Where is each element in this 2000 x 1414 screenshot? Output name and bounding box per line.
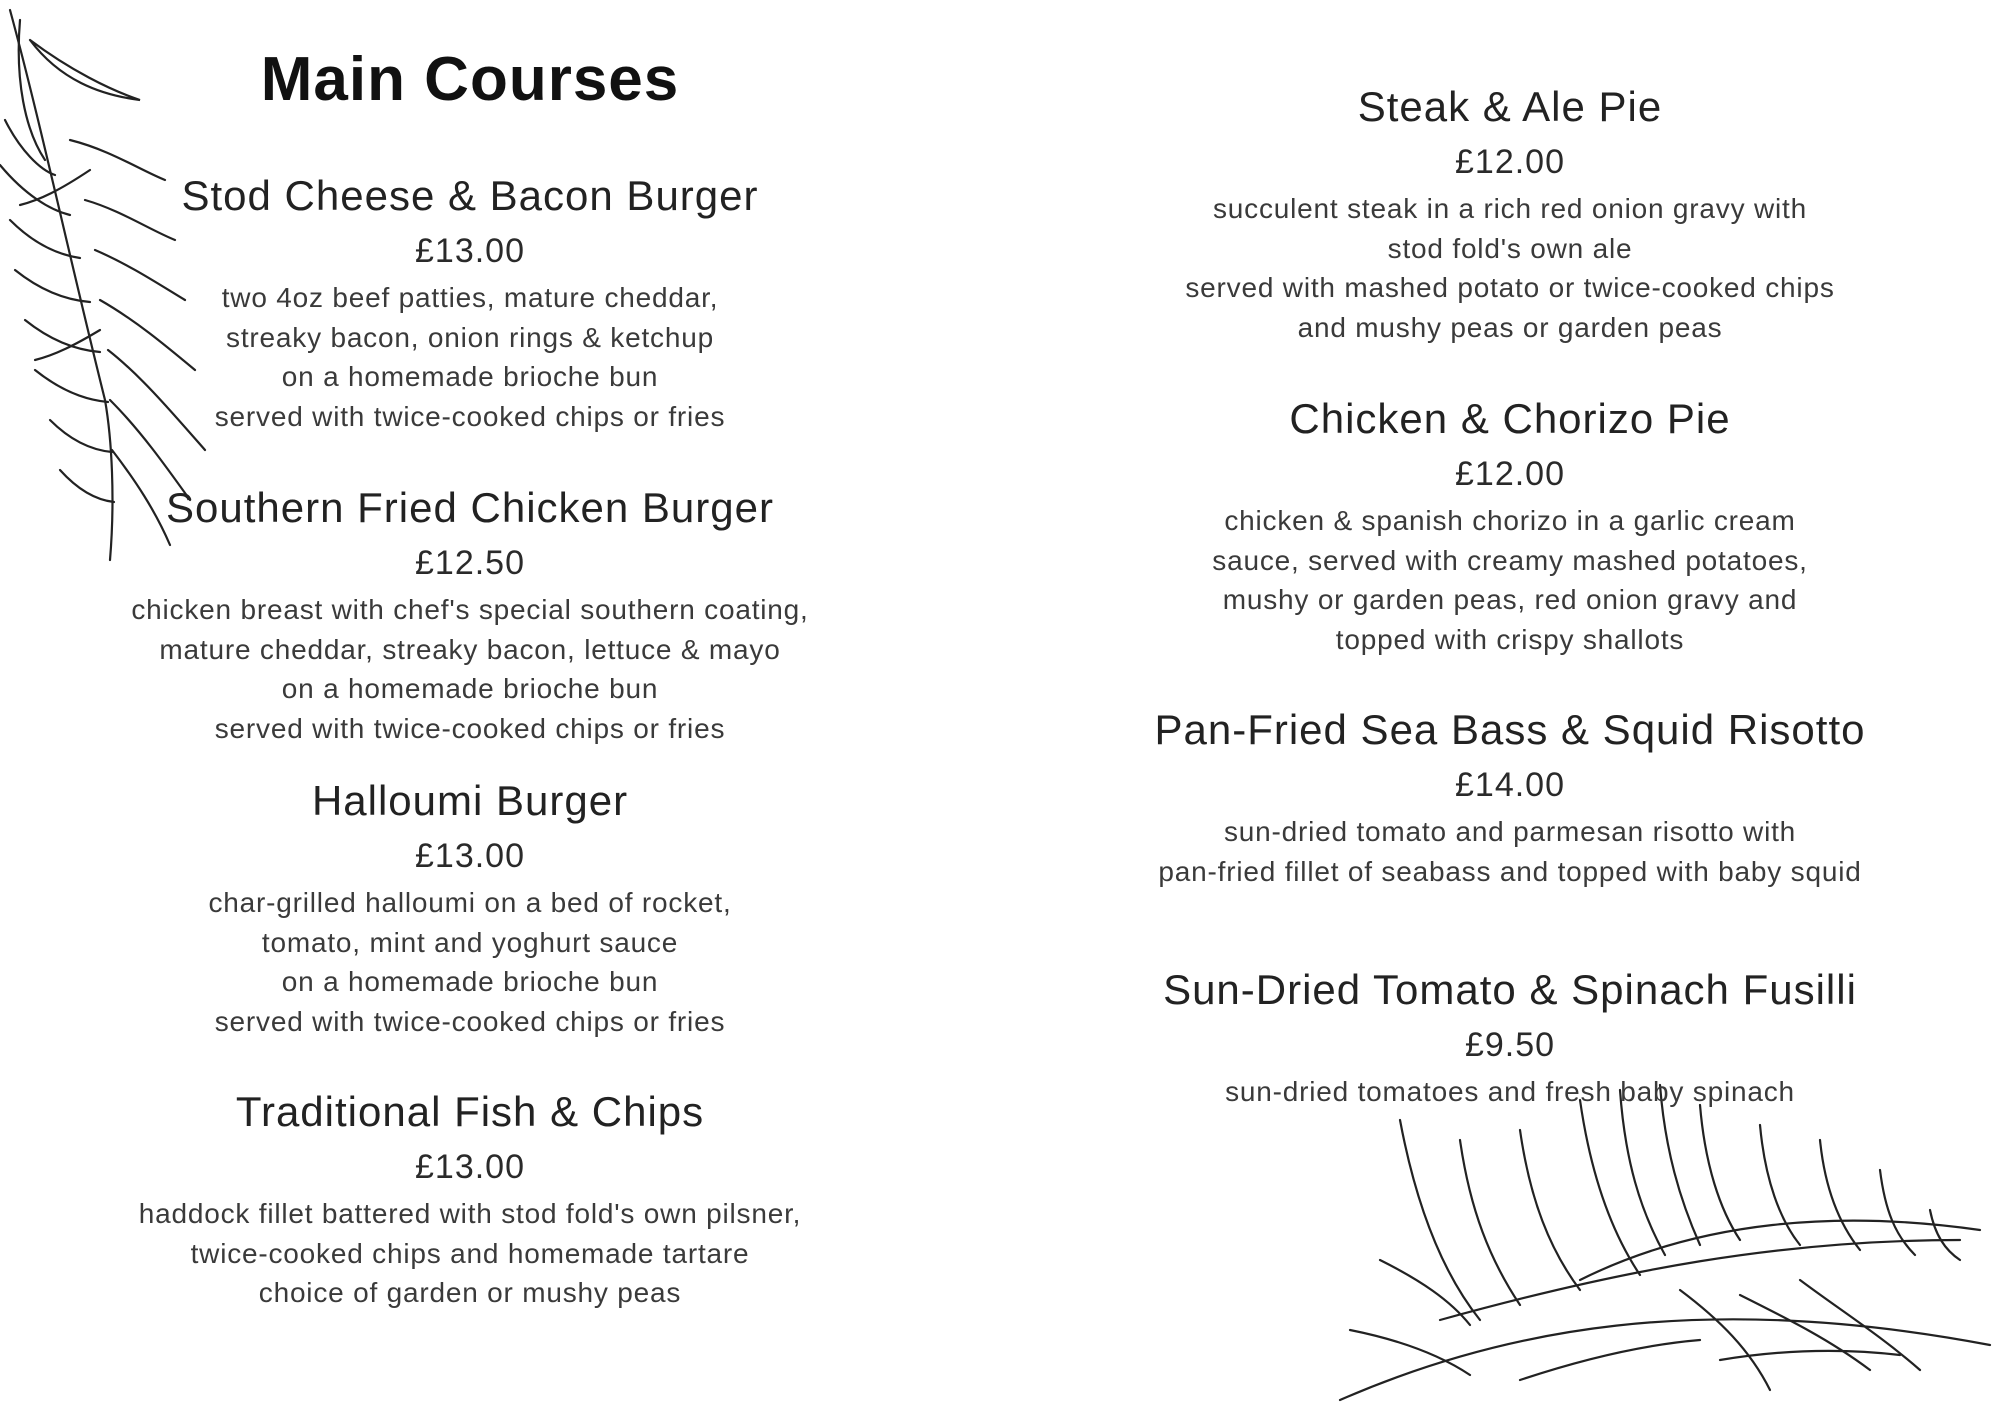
dish-name: Stod Cheese & Bacon Burger	[181, 172, 759, 219]
description-line: and mushy peas or garden peas	[1297, 311, 1723, 343]
dish-price: £14.00	[1455, 766, 1565, 804]
dish-description	[0, 1194, 940, 1313]
description-line: mushy or garden peas, red onion gravy and	[1222, 584, 1798, 615]
dish-description	[1080, 812, 1940, 891]
dish-price: £12.00	[1455, 143, 1565, 181]
description-line: streaky bacon, onion rings & ketchup	[226, 321, 714, 353]
description-line: twice-cooked chips and homemade tartare	[190, 1237, 750, 1269]
description-line: stod fold's own ale	[1387, 232, 1633, 264]
dish-name: Halloumi Burger	[311, 777, 629, 824]
dish-price: £13.00	[415, 232, 525, 270]
description-line: char-grilled halloumi on a bed of rocket,	[208, 887, 732, 918]
description-line: topped with crispy shallots	[1335, 623, 1685, 655]
description-line: chicken & spanish chorizo in a garlic cream	[1224, 505, 1796, 536]
description-line: haddock fillet battered with stod fold's own pilsner,	[138, 1198, 802, 1229]
dish-name: Southern Fried Chicken Burger	[166, 484, 774, 531]
description-line: chicken breast with chef's special southern coating,	[131, 594, 809, 625]
description-line: on a homemade brioche bun	[281, 361, 659, 392]
dish-description	[1080, 501, 1940, 659]
dish-price: £13.00	[415, 837, 525, 875]
dish-name: Sun-Dried Tomato & Spinach Fusilli	[1163, 966, 1857, 1013]
dish-description	[0, 883, 940, 1041]
description-line: on a homemade brioche bun	[281, 673, 659, 704]
rosemary-sprig-bottom-right-icon	[1320, 1080, 2000, 1414]
dish-price: £12.00	[1455, 455, 1565, 493]
page-title: Main Courses	[260, 45, 680, 114]
dish-price: £9.50	[1464, 1026, 1556, 1064]
menu-item	[1080, 962, 1940, 1112]
description-line: mature cheddar, streaky bacon, lettuce & mayo	[159, 633, 781, 665]
dish-price: £13.00	[415, 1148, 525, 1186]
dish-name: Chicken & Chorizo Pie	[1289, 395, 1731, 442]
description-line: served with twice-cooked chips or fries	[214, 712, 726, 744]
description-line: on a homemade brioche bun	[281, 966, 659, 997]
menu-item	[0, 1084, 940, 1313]
dish-name: Steak & Ale Pie	[1357, 83, 1663, 130]
dish-description	[1080, 189, 1940, 347]
dish-description	[0, 590, 940, 748]
description-line: succulent steak in a rich red onion gravy with	[1213, 193, 1807, 224]
description-line: served with mashed potato or twice-cooked chips	[1185, 272, 1835, 303]
dish-price: £12.50	[415, 544, 525, 582]
description-line: tomato, mint and yoghurt sauce	[261, 926, 679, 958]
dish-description	[0, 278, 940, 436]
description-line: served with twice-cooked chips or fries	[214, 400, 726, 432]
dish-description	[1080, 1072, 1940, 1112]
menu-item	[1080, 391, 1940, 659]
dish-name: Traditional Fish & Chips	[235, 1088, 705, 1135]
description-line: sauce, served with creamy mashed potatoes,	[1212, 544, 1808, 576]
description-line: served with twice-cooked chips or fries	[214, 1005, 726, 1037]
menu-item	[0, 480, 940, 748]
dish-name: Pan-Fried Sea Bass & Squid Risotto	[1154, 706, 1866, 753]
menu-item	[0, 773, 940, 1041]
menu-item	[1080, 79, 1940, 347]
description-line: choice of garden or mushy peas	[258, 1277, 682, 1308]
menu-item	[1080, 702, 1940, 891]
description-line: two 4oz beef patties, mature cheddar,	[221, 282, 719, 313]
menu-item	[0, 168, 940, 436]
description-line: sun-dried tomato and parmesan risotto with	[1223, 816, 1797, 847]
description-line: sun-dried tomatoes and fresh baby spinach	[1225, 1076, 1795, 1107]
description-line: pan-fried fillet of seabass and topped with baby squid	[1158, 855, 1862, 887]
